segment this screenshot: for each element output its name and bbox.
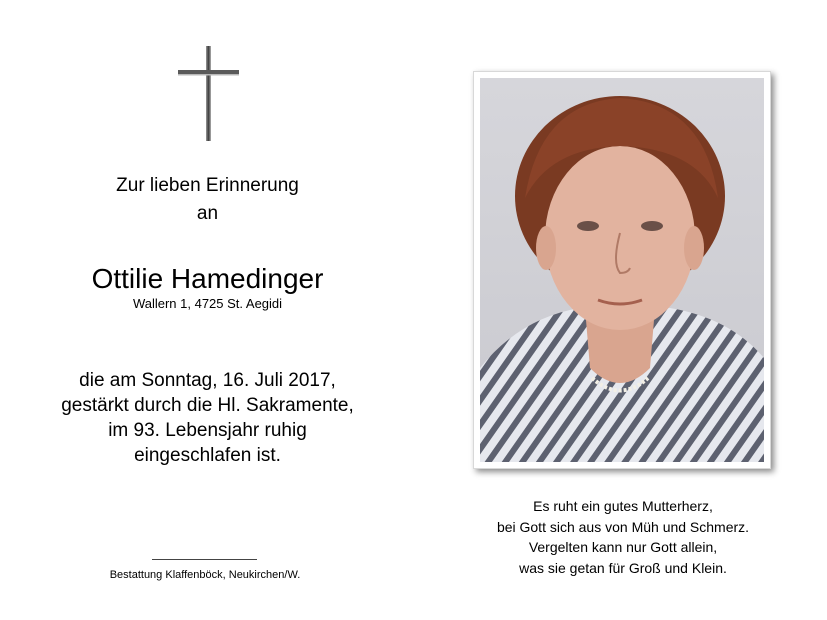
death-line: die am Sonntag, 16. Juli 2017, (79, 370, 336, 391)
death-line: im 93. Lebensjahr ruhig (108, 420, 307, 441)
death-line: gestärkt durch die Hl. Sakramente, (61, 395, 354, 416)
deceased-address: Wallern 1, 4725 St. Aegidi (132, 296, 283, 311)
memorial-poem (458, 496, 788, 578)
portrait-frame (473, 71, 771, 469)
undertaker-credit: Bestattung Klaffenböck, Neukirchen/W. (109, 569, 301, 581)
poem-line: Es ruht ein gutes Mutterherz, (533, 498, 713, 514)
cross-icon (178, 44, 240, 144)
portrait-photo (480, 78, 764, 462)
poem-line: Vergelten kann nur Gott allein, (528, 539, 718, 555)
poem-line: bei Gott sich aus von Müh und Schmerz. (496, 518, 750, 535)
poem-line: was sie getan für Groß und Klein. (519, 559, 727, 576)
deceased-name: Ottilie Hamedinger (91, 263, 324, 294)
intro-line-1: Zur lieben Erinnerung (116, 175, 299, 196)
death-notice (0, 368, 415, 468)
death-line: eingeschlafen ist. (134, 445, 281, 466)
intro-heading (0, 172, 415, 228)
intro-line-2: an (196, 203, 219, 224)
divider-line (152, 559, 257, 560)
portrait-illustration (480, 78, 764, 462)
